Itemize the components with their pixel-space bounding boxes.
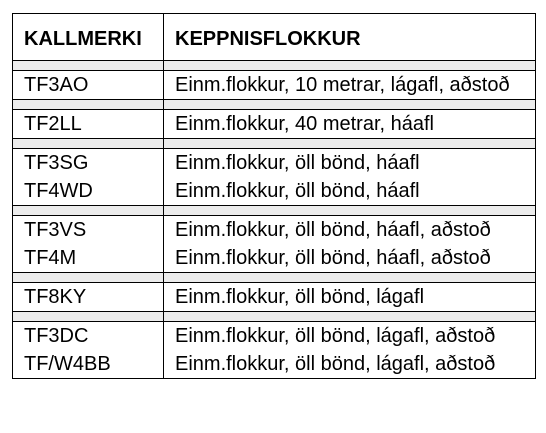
callsign-cell (13, 110, 164, 139)
callsign-text: TF3DC (24, 325, 89, 347)
table-row (13, 149, 536, 206)
category-text: Einm.flokkur, öll bönd, lágafl, aðstoð (175, 325, 496, 347)
callsign-text: TF2LL (24, 113, 82, 135)
group-separator (13, 312, 536, 322)
category-cell (164, 110, 536, 139)
category-text: Einm.flokkur, öll bönd, lágafl (175, 286, 425, 308)
table-row (13, 110, 536, 139)
callsign-text: TF/W4BB (24, 353, 111, 375)
callsign-cell (13, 283, 164, 312)
group-separator (13, 61, 536, 71)
table-row (13, 216, 536, 273)
group-separator (13, 139, 536, 149)
table-row (13, 322, 536, 379)
category-cell (164, 283, 536, 312)
callsign-text: TF3VS (24, 219, 87, 241)
callsign-cell (13, 149, 164, 206)
results-table (12, 13, 536, 379)
category-text: Einm.flokkur, 10 metrar, lágafl, aðstoð (175, 74, 510, 96)
callsign-text: TF3AO (24, 74, 89, 96)
callsign-cell (13, 216, 164, 273)
header-row (13, 14, 536, 61)
category-cell (164, 71, 536, 100)
category-text: Einm.flokkur, öll bönd, háafl, aðstoð (175, 219, 491, 241)
category-cell (164, 322, 536, 379)
category-text: Einm.flokkur, 40 metrar, háafl (175, 113, 435, 135)
header-category: KEPPNISFLOKKUR (164, 14, 536, 61)
callsign-text: TF4WD (24, 180, 93, 202)
table-row (13, 283, 536, 312)
callsign-cell (13, 71, 164, 100)
group-separator (13, 100, 536, 110)
category-cell (164, 149, 536, 206)
group-separator (13, 206, 536, 216)
group-separator (13, 273, 536, 283)
table-row (13, 71, 536, 100)
callsign-text: TF4M (24, 247, 77, 269)
category-text: Einm.flokkur, öll bönd, lágafl, aðstoð (175, 353, 496, 375)
callsign-text: TF3SG (24, 152, 89, 174)
header-callsign: KALLMERKI (13, 14, 164, 61)
callsign-cell (13, 322, 164, 379)
category-text: Einm.flokkur, öll bönd, háafl (175, 152, 420, 174)
category-cell (164, 216, 536, 273)
callsign-text: TF8KY (24, 286, 87, 308)
category-text: Einm.flokkur, öll bönd, háafl, aðstoð (175, 247, 491, 269)
category-text: Einm.flokkur, öll bönd, háafl (175, 180, 420, 202)
